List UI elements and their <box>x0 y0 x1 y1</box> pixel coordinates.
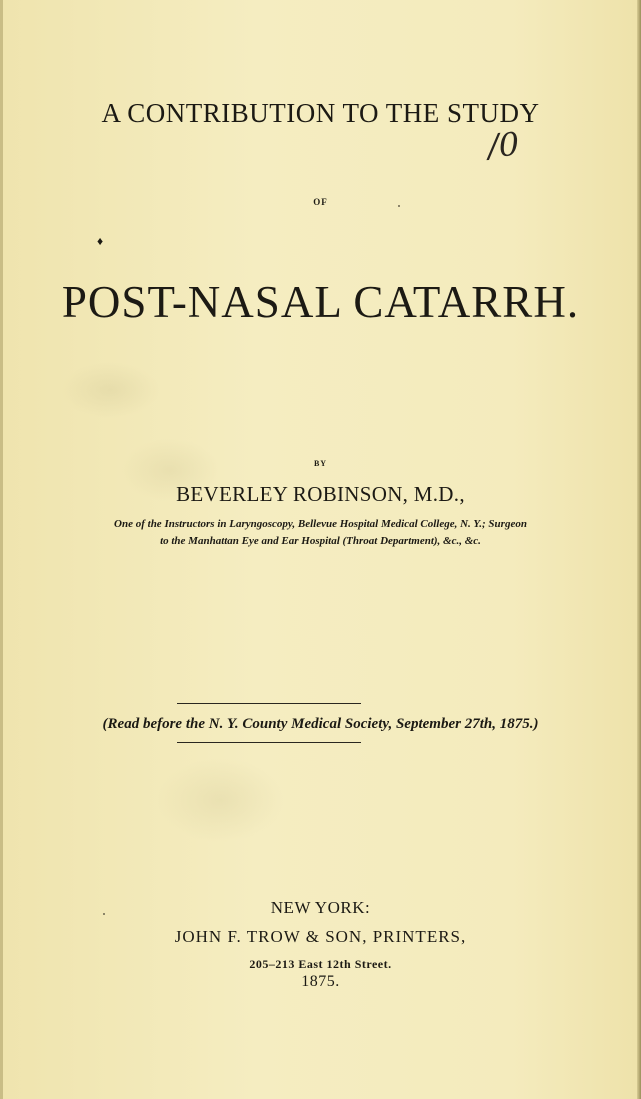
speck <box>398 205 400 207</box>
divider-top <box>177 703 361 704</box>
publisher-name: JOHN F. TROW & SON, PRINTERS, <box>174 927 467 946</box>
author-name: BEVERLEY ROBINSON, M.D., <box>176 482 465 506</box>
publication-year: 1875. <box>301 973 340 990</box>
ink-mark: ♦ <box>97 234 104 248</box>
by-text: BY <box>313 459 328 468</box>
affiliation-line-2: to the Manhattan Eye and Ear Hospital (Throat Department), &c., &c. <box>160 535 481 547</box>
title-line-1: A CONTRIBUTION TO THE STUDY <box>101 98 540 128</box>
publisher-address: 205–213 East 12th Street. <box>249 957 392 971</box>
speck <box>103 913 105 915</box>
read-before-note: (Read before the N. Y. County Medical Society, September 27th, 1875.) <box>102 716 539 732</box>
title-line-2: POST-NASAL CATARRH. <box>61 277 580 327</box>
publisher-city: NEW YORK: <box>270 898 371 917</box>
handwritten-mark: /0 <box>486 124 521 166</box>
of-text: OF <box>313 197 328 207</box>
divider-bottom <box>177 742 361 743</box>
affiliation-line-1: One of the Instructors in Laryngoscopy, Bellevue Hospital Medical College, N. Y.; Surgeon <box>114 518 527 530</box>
